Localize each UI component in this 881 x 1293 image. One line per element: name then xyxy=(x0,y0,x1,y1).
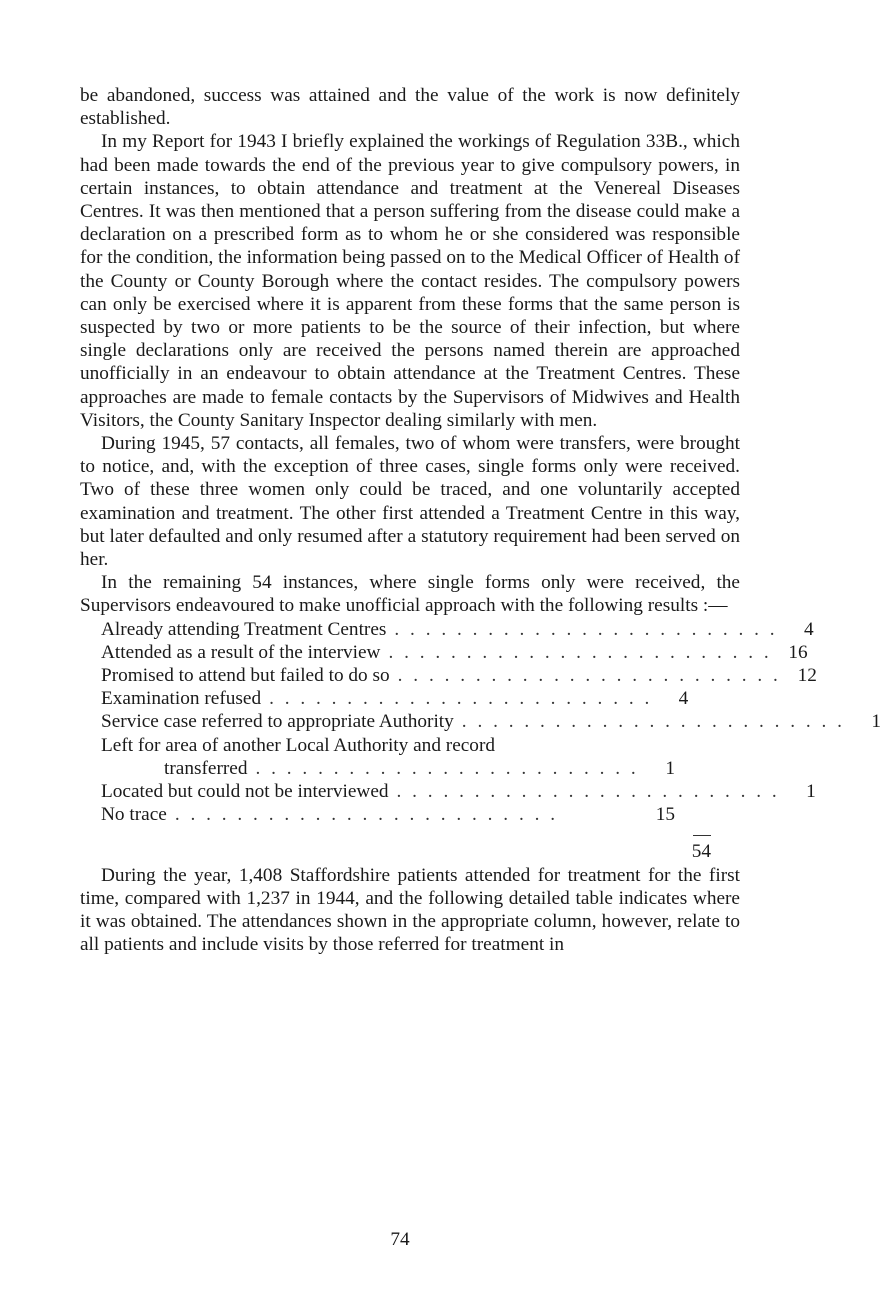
result-count: 4 xyxy=(803,618,814,640)
result-row xyxy=(101,618,814,641)
total-rule xyxy=(693,835,711,836)
result-row xyxy=(101,664,817,687)
result-row xyxy=(101,641,808,664)
leader-dots: . . . . . . . . . . . . . . . . . . . . . . . . . xyxy=(269,688,653,710)
result-row xyxy=(101,710,881,733)
paragraph-staffordshire-patients: During the year, 1,408 Staffordshire patients attended for treatment for the first time, compared with 1,237 in 1944, and the following detailed table indicates where it was obtained. The attendances shown in the appropriate column, however, relate to all patients and include visits by those referred for treatment in xyxy=(80,864,740,956)
page-number: 74 xyxy=(390,1229,410,1250)
result-label: No trace xyxy=(101,804,167,826)
result-label: Already attending Treatment Centres xyxy=(101,618,387,640)
paragraph-regulation-33b: In my Report for 1943 I briefly explained the workings of Regulation 33B., which had been made towards the end of the previous year to give compulsory powers, in certain instances, to obtain attendance and treatment at the Venereal Diseases Centres. It was then mentioned that a person suffering from the disease could make a declaration on a prescribed form as to whom he or she considered was responsible for the condition, the information being passed on to the Medical Officer of Health of the County or County Borough where the contact resides. The compulsory powers can only be exercised where it is apparent from these forms that the same person is suspected by two or more patients to be the source of their infection, but where single declarations only are received the persons named therein are approached unofficially in an endeavour to obtain attendance at the Treatment Centres. These approaches are made to female contacts by the Supervisors of Midwives and Health Visitors, the County Sanitary Inspector dealing similarly with men. xyxy=(80,131,740,431)
paragraph-remaining-instances: In the remaining 54 instances, where single forms only were received, the Supervisors endeavoured to make unofficial approach with the following results :— xyxy=(80,572,740,617)
leader-dots: . . . . . . . . . . . . . . . . . . . . . . . . . xyxy=(394,618,778,640)
result-row xyxy=(101,780,816,803)
result-count: 12 xyxy=(797,665,817,687)
result-label: Promised to attend but failed to do so xyxy=(101,665,390,687)
result-label: Left for area of another Local Authority and record xyxy=(101,734,496,756)
result-count: 16 xyxy=(788,641,808,663)
paragraph-1945-contacts: During 1945, 57 contacts, all females, two of whom were transfers, were brought to notice, and, with the exception of three cases, single forms only were received. Two of these three women only could be traced, and one voluntarily accepted examination and treatment. The other first attended a Treatment Centre in this way, but later defaulted and only resumed after a statutory requirement had been served on her. xyxy=(80,433,740,571)
result-count: 1 xyxy=(665,757,675,779)
leader-dots: . . . . . . . . . . . . . . . . . . . . . . . . . xyxy=(397,665,781,687)
leader-dots: . . . . . . . . . . . . . . . . . . . . . . . . . xyxy=(388,641,772,663)
result-count: 1 xyxy=(871,711,881,733)
report-page xyxy=(80,84,881,956)
result-label: Examination refused xyxy=(101,688,262,710)
leader-dots: . . . . . . . . . . . . . . . . . . . . . . . . . xyxy=(396,780,780,802)
leader-dots: . . . . . . . . . . . . . . . . . . . . . . . . . xyxy=(174,804,559,826)
result-label: Attended as a result of the interview xyxy=(101,641,381,663)
leader-dots: . . . . . . . . . . . . . . . . . . . . . . . . . xyxy=(461,711,845,733)
result-row xyxy=(101,734,740,780)
result-label: Service case referred to appropriate Authority xyxy=(101,711,454,733)
paragraph-continuation: be abandoned, success was attained and the value of the work is now definitely established. xyxy=(80,85,740,130)
result-count: 15 xyxy=(655,804,675,826)
result-count: 1 xyxy=(806,780,816,802)
leader-dots: . . . . . . . . . . . . . . . . . . . . . . . . . xyxy=(255,757,639,779)
result-row xyxy=(101,687,740,710)
result-label: Located but could not be interviewed xyxy=(101,780,389,802)
result-label-continued: transferred xyxy=(164,757,248,779)
result-count: 4 xyxy=(678,688,689,710)
result-row xyxy=(101,803,740,826)
results-total: 54 xyxy=(691,841,711,863)
results-list xyxy=(101,618,881,827)
